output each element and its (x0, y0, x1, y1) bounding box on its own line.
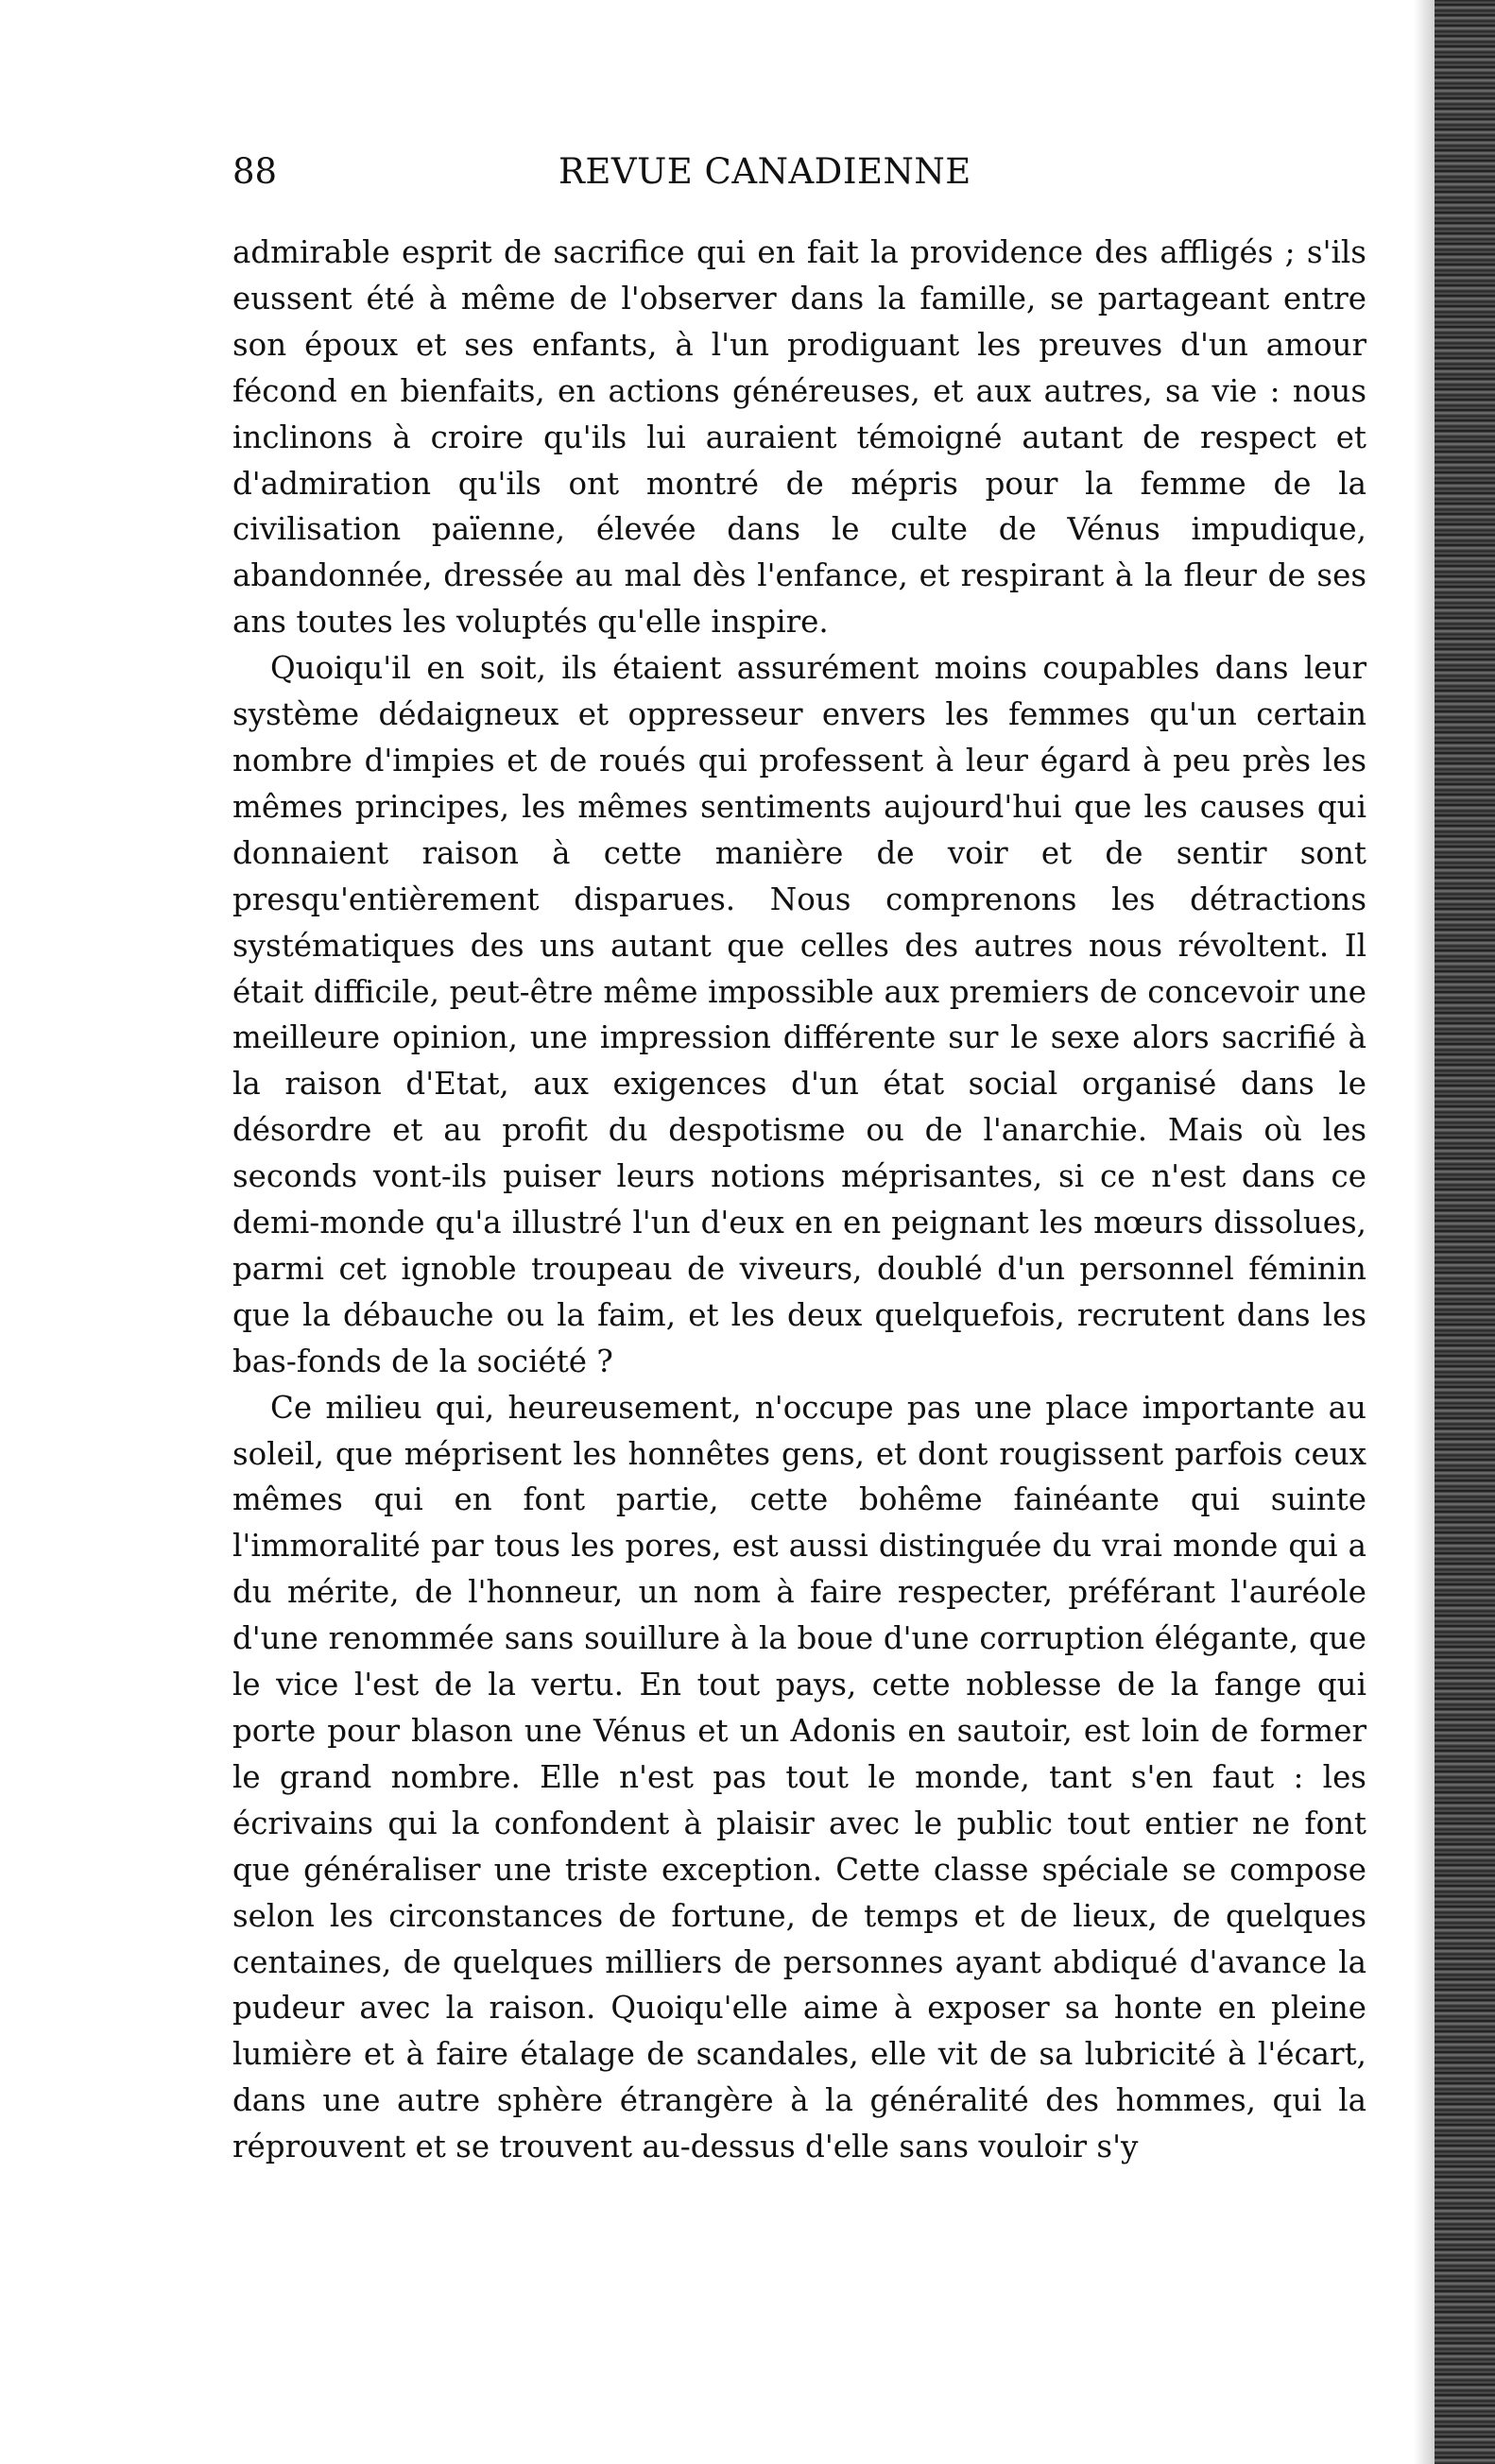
scan-shadow (1414, 0, 1435, 2464)
page-header (232, 151, 1366, 204)
page-number: 88 (232, 151, 278, 192)
body-text (232, 230, 1366, 2170)
paragraph-continuation: admirable esprit de sacrifice qui en fait la providence des affligés ; s'ils eussent été à même de l'observer dans la famille, se partageant entre son époux et ses enfants, à l'un prodiguant les preuves d'un amour fécond en bienfaits, en actions généreuses, et aux autres, sa vie : nous inclinons à croire qu'ils lui auraient témoigné autant de respect et d'admiration qu'ils ont montré de mépris pour la femme de la civilisation païenne, élevée dans le culte de Vénus impudique, abandonnée, dressée au mal dès l'enfance, et respirant à la fleur de ses ans toutes les voluptés qu'elle inspire. (232, 234, 1366, 641)
scanned-book-edge (1435, 0, 1495, 2464)
paragraph: Quoiqu'il en soit, ils étaient assurément moins coupables dans leur système dédaigneux et oppresseur envers les femmes qu'un certain nombre d'impies et de roués qui professent à leur égard à peu près les mêmes principes, les mêmes sentiments aujourd'hui que les causes qui donnaient raison à cette manière de voir et de sentir sont presqu'entièrement disparues. Nous comprenons les détractions systématiques des uns autant que celles des autres nous révoltent. Il était difficile, peut-être même impossible aux premiers de concevoir une meilleure opinion, une impression différente sur le sexe alors sacrifié à la raison d'Etat, aux exigences d'un état social organisé dans le désordre et au profit du despotisme ou de l'anarchie. Mais où les seconds vont-ils puiser leurs notions méprisantes, si ce n'est dans ce demi-monde qu'a illustré l'un d'eux en en peignant les mœurs dissolues, parmi cet ignoble troupeau de viveurs, doublé d'un personnel féminin que la débauche ou la faim, et les deux quelquefois, recrutent dans les bas-fonds de la société ? (232, 650, 1366, 1379)
running-head: REVUE CANADIENNE (558, 151, 971, 192)
paragraph: Ce milieu qui, heureusement, n'occupe pas une place importante au soleil, que méprisent les honnêtes gens, et dont rougissent parfois ceux mêmes qui en font partie, cette bohême fainéante qui suinte l'immoralité par tous les pores, est aussi distinguée du vrai monde qui a du mérite, de l'honneur, un nom à faire respecter, préférant l'auréole d'une renommée sans souillure à la boue d'une corruption élégante, que le vice l'est de la vertu. En tout pays, cette noblesse de la fange qui porte pour blason une Vénus et un Adonis en sautoir, est loin de former le grand nombre. Elle n'est pas tout le monde, tant s'en faut : les écrivains qui la confondent à plaisir avec le public tout entier ne font que généraliser une triste exception. Cette classe spéciale se compose selon les circonstances de fortune, de temps et de lieux, de quelques centaines, de quelques milliers de personnes ayant abdiqué d'avance la pudeur avec la raison. Quoiqu'elle aime à exposer sa honte en pleine lumière et à faire étalage de scandales, elle vit de sa lubricité à l'écart, dans une autre sphère étrangère à la généralité des hommes, qui la réprouvent et se trouvent au-dessus d'elle sans vouloir s'y (232, 1389, 1366, 2165)
